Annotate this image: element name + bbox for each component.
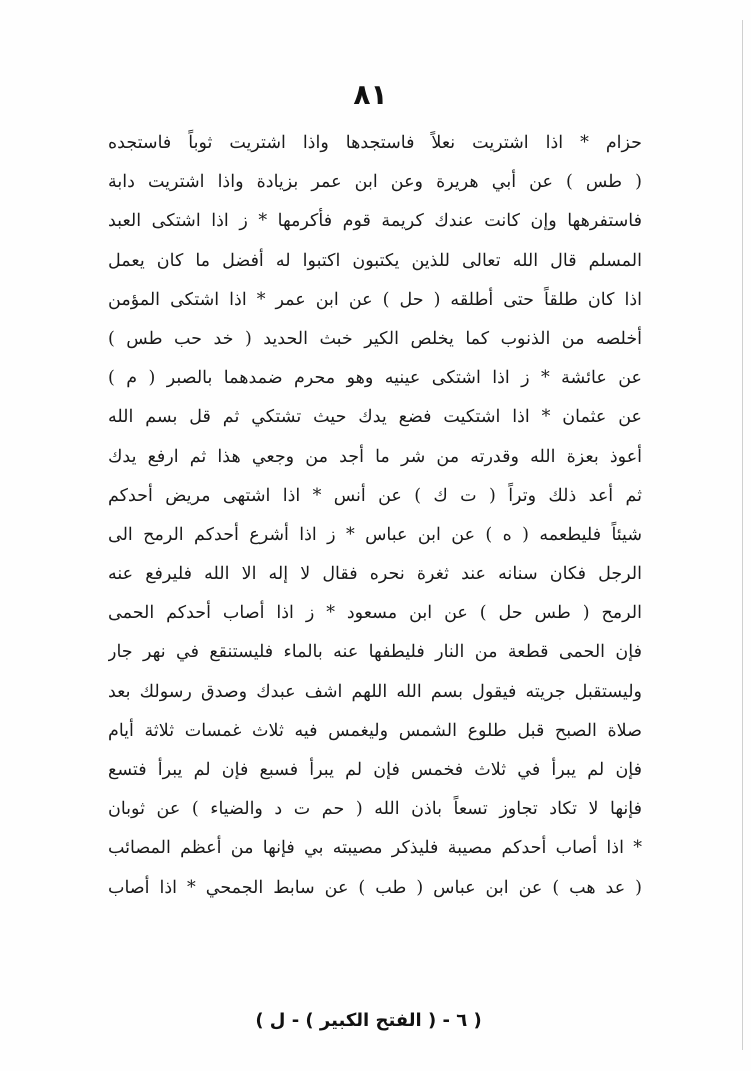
text-line: ثم أعد ذلك وتراً ( ت ك ) عن أنس * اذا اشتهى مريض أحدكم: [108, 485, 642, 506]
text-line: فإن الحمى قطعة من النار فليطفها عنه بالماء فليستنقع في نهر جار: [108, 642, 642, 663]
text-line: * اذا أصاب أحدكم مصيبة فليذكر مصيبته بي فإنها من أعظم المصائب: [108, 838, 642, 859]
text-line: ( عد هب ) عن ابن عباس ( طب ) عن سابط الجمحي * اذا أصاب: [108, 877, 642, 898]
text-line: ( طس ) عن أبي هريرة وعن ابن عمر بزيادة واذا اشتريت دابة: [108, 172, 642, 193]
page-number: ٨١: [353, 78, 388, 111]
text-line: فاستفرهها وإن كانت عندك كريمة قوم فأكرمها * ز اذا اشتكى العبد: [108, 211, 642, 232]
text-line: وليستقبل جريته فيقول بسم الله اللهم اشف عبدك وصدق رسولك بعد: [108, 681, 642, 702]
page-edge-line: [742, 20, 743, 1050]
text-line: اذا كان طلقاً حتى أطلقه ( حل ) عن ابن عمر * اذا اشتكى المؤمن: [108, 289, 642, 310]
body-text: [108, 124, 642, 908]
text-line: حزام * اذا اشتريت نعلاً فاستجدها واذا اشتريت ثوباً فاستجده: [108, 133, 642, 153]
text-line: عن عائشة * ز اذا اشتكى عينيه وهو محرم ضمدهما بالصبر ( م ): [108, 368, 642, 389]
text-line: الرجل فكان سنانه عند ثغرة نحره فقال لا إله الا الله فليرفع عنه: [108, 564, 642, 585]
text-line: الرمح ( طس حل ) عن ابن مسعود * ز اذا أصاب أحدكم الحمى: [108, 603, 642, 624]
text-line: شيئاً فليطعمه ( ه ) عن ابن عباس * ز اذا أشرع أحدكم الرمح الى: [108, 524, 642, 545]
text-line: المسلم قال الله تعالى للذين يكتبون اكتبوا له أفضل ما كان يعمل: [108, 250, 642, 271]
page-footer-signature: ( ٦ - ( الفتح الكبير ) - ل ): [255, 1010, 482, 1031]
text-line: فإنها لا تكاد تجاوز تسعاً باذن الله ( حم ت د والضياء ) عن ثوبان: [108, 799, 642, 820]
text-line: أخلصه من الذنوب كما يخلص الكير خبث الحديد ( خد حب طس ): [108, 328, 642, 349]
text-line: عن عثمان * اذا اشتكيت فضع يدك حيث تشتكي ثم قل بسم الله: [108, 407, 642, 428]
text-line: صلاة الصبح قبل طلوع الشمس وليغمس فيه ثلاث غمسات ثلاثة أيام: [108, 720, 642, 741]
text-line: فإن لم يبرأ في ثلاث فخمس فإن لم يبرأ فسبع فإن لم يبرأ فتسع: [108, 760, 642, 780]
text-line: أعوذ بعزة الله وقدرته من شر ما أجد من وجعي هذا ثم ارفع يدك: [108, 446, 642, 467]
